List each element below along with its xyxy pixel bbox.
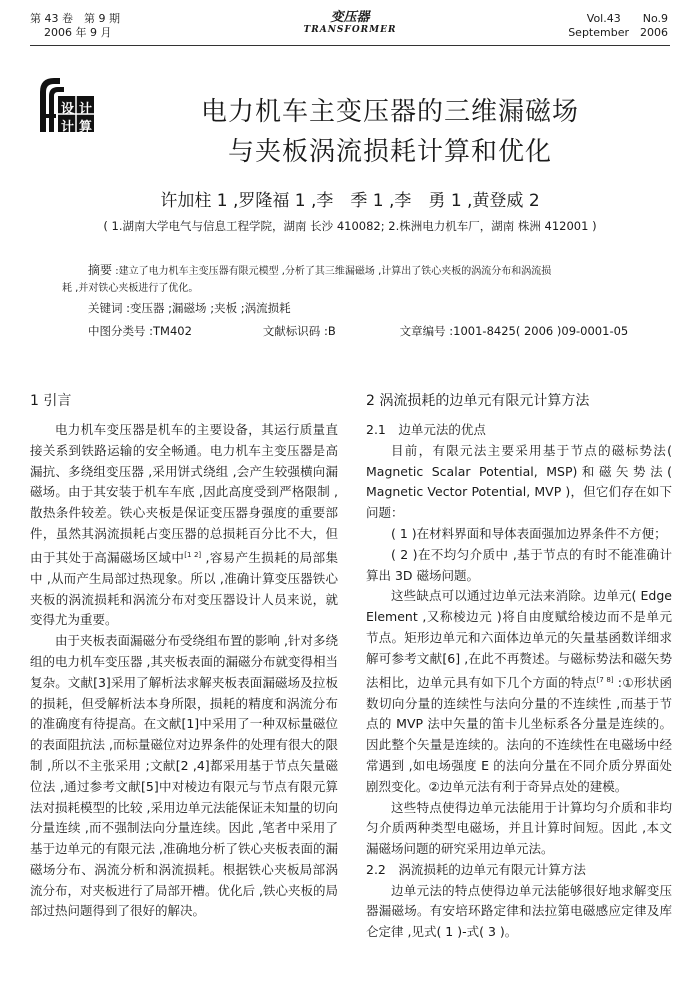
- abstract: [62, 262, 650, 297]
- logo-char-4: 算: [79, 120, 93, 135]
- paragraph-text: ,容易产生损耗的局部集中 ,从而产生局部过热现象。所以 ,准确计算变压器铁心夹板的涡流损耗和涡流分布对变压器设计人员来说，就变得尤为重要。: [30, 549, 338, 628]
- abstract-text-2: 耗 ,并对铁心夹板进行了优化。: [62, 283, 199, 294]
- doc-code-label: 文献标识码: [262, 324, 321, 338]
- paragraph-text: 电力机车变压器是机车的主要设备，其运行质量直接关系到铁路运输的安全畅通。电力机车主变压器是高漏抗、多绕组变压器 ,采用饼式绕组 ,会产生较强横向漏磁场。由于其安装于机车车底 ,因此高度受到严格限制 ,散热条件较差。铁心夹板是保证变压器身强度的重要部件，虽然其涡流损耗占变压器的总损耗百分比不大，但由于其处于高漏磁场区域中: [30, 422, 338, 565]
- abstract-text-1: :建立了电力机车主变压器有限元模型 ,分析了其三维漏磁场 ,计算出了铁心夹板的涡流分布和涡流损: [115, 266, 552, 277]
- citation: [1 2]: [184, 550, 202, 559]
- paragraph: [366, 586, 672, 797]
- abstract-label: 摘要: [88, 263, 113, 277]
- keywords: [88, 300, 291, 316]
- paragraph: 目前，有限元法主要采用基于节点的磁标势法( Magnetic Scalar Potential, MSP)和磁矢势法( Magnetic Vector Potential, MVP )，但它们存在如下问题：: [366, 442, 672, 521]
- journal-logo-text: 变压器: [330, 10, 370, 25]
- publication-date-en: September 2006: [568, 26, 668, 39]
- left-column: [30, 392, 338, 922]
- logo-char-2: 计: [79, 102, 93, 117]
- paragraph: 这些特点使得边单元法能用于计算均匀介质和非均匀介质两种类型电磁场，并且计算时间短。因此 ,本文漏磁场问题的研究采用边单元法。: [366, 799, 672, 857]
- subsection-heading-2-1: 2.1 边单元法的优点: [366, 422, 486, 437]
- paragraph-text: :①形状函数切向分量的连续性与法向分量的不连续性 ,而基于节点的 MVP 法中矢量的笛卡儿坐标系各分量是连续的。因此整个矢量是连续的。法向的不连续性在电磁场中经常遇到 ,如电场强度 E 的法向分量在不同介质分界面处剧烈变化。②边单元法有利于奇异点处的建模。: [366, 674, 672, 794]
- section-heading-1: 1 引言: [30, 393, 72, 409]
- section-heading-2: 2 涡流损耗的边单元有限元计算方法: [366, 393, 590, 409]
- paper-title: [110, 92, 670, 172]
- title-line-2: 与夹板涡流损耗计算和优化: [227, 137, 552, 167]
- paragraph-text: 这些缺点可以通过边单元法来消除。边单元( Edge Element ,又称棱边元 )将自由度赋给棱边而不是单元节点。矩形边单元和六面体边单元的矢量基函数详细求解可参考文献[6] ,在此不再赘述。与磁标势法和磁矢势法相比，边单元具有如下几个方面的特点: [366, 588, 672, 690]
- clc-value: :TM402: [149, 324, 192, 338]
- design-calculation-logo-icon: [36, 74, 98, 136]
- right-column: [366, 392, 672, 943]
- paragraph: 由于夹板表面漏磁分布受绕组布置的影响 ,针对多绕组的电力机车变压器 ,其夹板表面的漏磁分布就变得相当复杂。文献[3]采用了解析法求解夹板表面漏磁场及拉板的损耗，但受解析法本身所限，损耗的精度和涡流分布的准确度有待提高。在文献[1]中采用了一种双标量磁位的表面阻抗法 ,而标量磁位对边界条件的处理有很大的限制 ,所以不主张采用 ;文献[2 ,4]都采用基于节点矢量磁位法 ,通过参考文献[5]中对棱边有限元与节点有限元算法对损耗模型的比较 ,采用边单元法能保证未知量的切向分量连续 ,而不强制法向分量连续。因此 ,笔者中采用了基于边单元的有限元法 ,准确地分析了铁心夹板表面的漏磁场分布、涡流分析和涡流损耗。根据铁心夹板局部涡流分布，对夹板进行了局部开槽。优化后 ,铁心夹板的局部过热问题得到了很好的解决。: [30, 633, 338, 919]
- header-right: [568, 12, 668, 40]
- publication-date: 2006 年 9 月: [44, 26, 112, 39]
- keywords-text: :变压器 ;漏磁场 ;夹板 ;涡流损耗: [126, 301, 291, 315]
- volume-issue-en: Vol.43 No.9: [586, 12, 668, 25]
- logo-char-3: 计: [61, 120, 75, 135]
- article-no-label: 文章编号: [399, 324, 446, 338]
- subsection-heading-2-2: 2.2 涡流损耗的边单元有限元计算方法: [366, 861, 586, 877]
- keywords-label: 关键词: [88, 301, 123, 315]
- volume-issue: 第 43 卷 第 9 期: [30, 12, 120, 25]
- doc-code-value: :B: [323, 324, 336, 338]
- affiliation: ( 1.湖南大学电气与信息工程学院，湖南 长沙 410082; 2.株洲电力机车厂，湖南 株洲 412001 ): [103, 219, 597, 233]
- paragraph: ( 1 )在材料界面和导体表面强加边界条件不方便；: [391, 525, 667, 541]
- paragraph: [30, 420, 338, 631]
- paragraph: 边单元法的特点使得边单元法能够很好地求解变压器漏磁场。有安培环路定律和法拉第电磁感应定律及库仑定律 ,见式( 1 )-式( 3 )。: [366, 882, 672, 940]
- header-rule: [30, 45, 670, 46]
- journal-name-en: TRANSFORMER: [303, 25, 397, 35]
- citation: [7 8]: [596, 675, 614, 684]
- article-no-value: :1001-8425( 2006 )09-0001-05: [449, 324, 629, 338]
- classification-line: [88, 323, 658, 339]
- authors: 许加柱 1 ,罗隆福 1 ,李 季 1 ,李 勇 1 ,黄登威 2: [160, 191, 540, 211]
- title-line-1: 电力机车主变压器的三维漏磁场: [200, 97, 579, 127]
- logo-char-1: 设: [61, 102, 75, 117]
- paragraph: ( 2 )在不均匀介质中 ,基于节点的有时不能准确计算出 3D 磁场问题。: [366, 546, 672, 583]
- clc-label: 中图分类号: [88, 324, 146, 338]
